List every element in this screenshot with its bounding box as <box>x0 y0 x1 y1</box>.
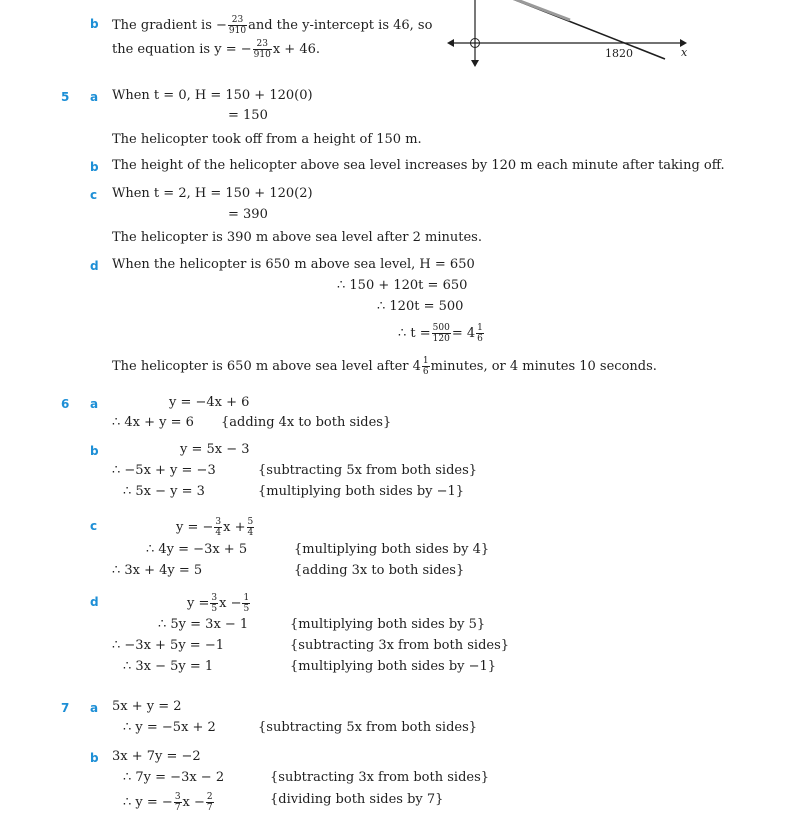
q6-part-b-label: b <box>90 444 99 458</box>
q6a-line1: y = −4x + 6 <box>169 395 250 410</box>
q5-part-a-label: a <box>90 90 99 104</box>
q5a-line1: When t = 0, H = 150 + 120(0) <box>112 88 313 103</box>
q4b-line2: the equation is y = − $\frac{23}{910}$ x + 46. <box>112 39 320 60</box>
q6d-line1: y = $\frac{3}{5}$ x − $\frac{1}{5}$ <box>187 593 250 614</box>
fraction-five-quarters: $\frac{5}{4}$ <box>247 517 254 538</box>
graph-line <box>490 0 665 59</box>
fraction-three-sevenths: $\frac{3}{7}$ <box>174 792 181 813</box>
fraction-one-fifth: $\frac{1}{5}$ <box>243 593 250 614</box>
q6b-line2-eq: ∴ −5x + y = −3 <box>112 463 216 478</box>
q6d-line3-eq: ∴ −3x + 5y = −1 <box>112 638 224 653</box>
y-axis-arrow-down <box>471 60 479 67</box>
line-graph <box>440 0 700 70</box>
q6a-line2-note: {adding 4x to both sides} <box>221 415 392 430</box>
q6b-line3-eq: ∴ 5x − y = 3 <box>123 484 205 499</box>
q5d-text: The helicopter is 650 m above sea level after 4 $\frac{1}{6}$ minutes, or 4 minutes 10 seconds. <box>112 356 657 377</box>
q6d-line2-eq: ∴ 5y = 3x − 1 <box>158 617 249 632</box>
q6b-line1: y = 5x − 3 <box>180 442 250 457</box>
q6c-line3-note: {adding 3x to both sides} <box>294 563 465 578</box>
q5d-line2: ∴ 150 + 120t = 650 <box>337 278 468 293</box>
graph-line-shade <box>512 0 570 20</box>
q6c-line3-eq: ∴ 3x + 4y = 5 <box>112 563 203 578</box>
q7b-line3-note: {dividing both sides by 7} <box>270 792 444 807</box>
q5c-text: The helicopter is 390 m above sea level after 2 minutes. <box>112 230 482 245</box>
q7a-line1: 5x + y = 2 <box>112 699 182 714</box>
q6d-line2-note: {multiplying both sides by 5} <box>290 617 486 632</box>
q5a-line2: = 150 <box>228 108 268 123</box>
q6-part-c-label: c <box>90 519 98 533</box>
q7b-line2-eq: ∴ 7y = −3x − 2 <box>123 770 225 785</box>
fraction-one-sixth: $\frac{1}{6}$ <box>477 323 483 344</box>
x-axis-label: x <box>681 46 688 59</box>
question-7-number: 7 <box>61 701 70 715</box>
q5d-line3: ∴ 120t = 500 <box>377 299 464 314</box>
fraction-three-fifths: $\frac{3}{5}$ <box>211 593 218 614</box>
q6c-line1: y = − $\frac{3}{4}$ x + $\frac{5}{4}$ <box>176 517 254 538</box>
q6c-line2-note: {multiplying both sides by 4} <box>294 542 490 557</box>
q5-part-d-label: d <box>90 259 99 273</box>
q7-part-b-label: b <box>90 751 99 765</box>
q6d-line4-note: {multiplying both sides by −1} <box>290 659 497 674</box>
q5d-line1: When the helicopter is 650 m above sea level, H = 650 <box>112 257 475 272</box>
q6-part-a-label: a <box>90 397 99 411</box>
q6d-line4-eq: ∴ 3x − 5y = 1 <box>123 659 214 674</box>
q5d-line4: ∴ t = $\frac{500}{120}$ = 4 $\frac{1}{6}$ <box>398 323 483 344</box>
fraction-three-quarters: $\frac{3}{4}$ <box>215 517 222 538</box>
q4-part-b-label: b <box>90 17 99 31</box>
q7b-line1: 3x + 7y = −2 <box>112 749 201 764</box>
q7a-line2-note: {subtracting 5x from both sides} <box>258 720 478 735</box>
q5-part-c-label: c <box>90 188 98 202</box>
x-intercept-label: 1820 <box>605 47 633 60</box>
q6-part-d-label: d <box>90 595 99 609</box>
q5a-text: The helicopter took off from a height of 150 m. <box>112 132 422 147</box>
x-axis-left-arrow <box>447 39 454 47</box>
q6a-line2-eq: ∴ 4x + y = 6 <box>112 415 194 430</box>
q5c-line2: = 390 <box>228 207 268 222</box>
q7-part-a-label: a <box>90 701 99 715</box>
q6b-line2-note: {subtracting 5x from both sides} <box>258 463 478 478</box>
q6b-line3-note: {multiplying both sides by −1} <box>258 484 465 499</box>
question-5-number: 5 <box>61 90 70 104</box>
q6c-line2-eq: ∴ 4y = −3x + 5 <box>146 542 248 557</box>
q5-part-b-label: b <box>90 160 99 174</box>
fraction-500-120: $\frac{500}{120}$ <box>432 323 450 344</box>
gradient-fraction: $\frac{23}{910}$ <box>228 15 247 36</box>
q7b-line3-eq: ∴ y = − $\frac{3}{7}$ x − $\frac{2}{7}$ <box>123 792 213 813</box>
fraction-one-sixth-text: $\frac{1}{6}$ <box>422 356 429 377</box>
q6d-line3-note: {subtracting 3x from both sides} <box>290 638 510 653</box>
fraction-two-sevenths: $\frac{2}{7}$ <box>206 792 213 813</box>
q7b-line2-note: {subtracting 3x from both sides} <box>270 770 490 785</box>
gradient-fraction-2: $\frac{23}{910}$ <box>253 39 271 60</box>
q5b-text: The height of the helicopter above sea level increases by 120 m each minute after taking off. <box>112 158 725 173</box>
q5c-line1: When t = 2, H = 150 + 120(2) <box>112 186 313 201</box>
question-6-number: 6 <box>61 397 70 411</box>
q4b-line1: The gradient is − $\frac{23}{910}$ and the y-intercept is 46, so <box>112 15 433 36</box>
q7a-line2-eq: ∴ y = −5x + 2 <box>123 720 216 735</box>
